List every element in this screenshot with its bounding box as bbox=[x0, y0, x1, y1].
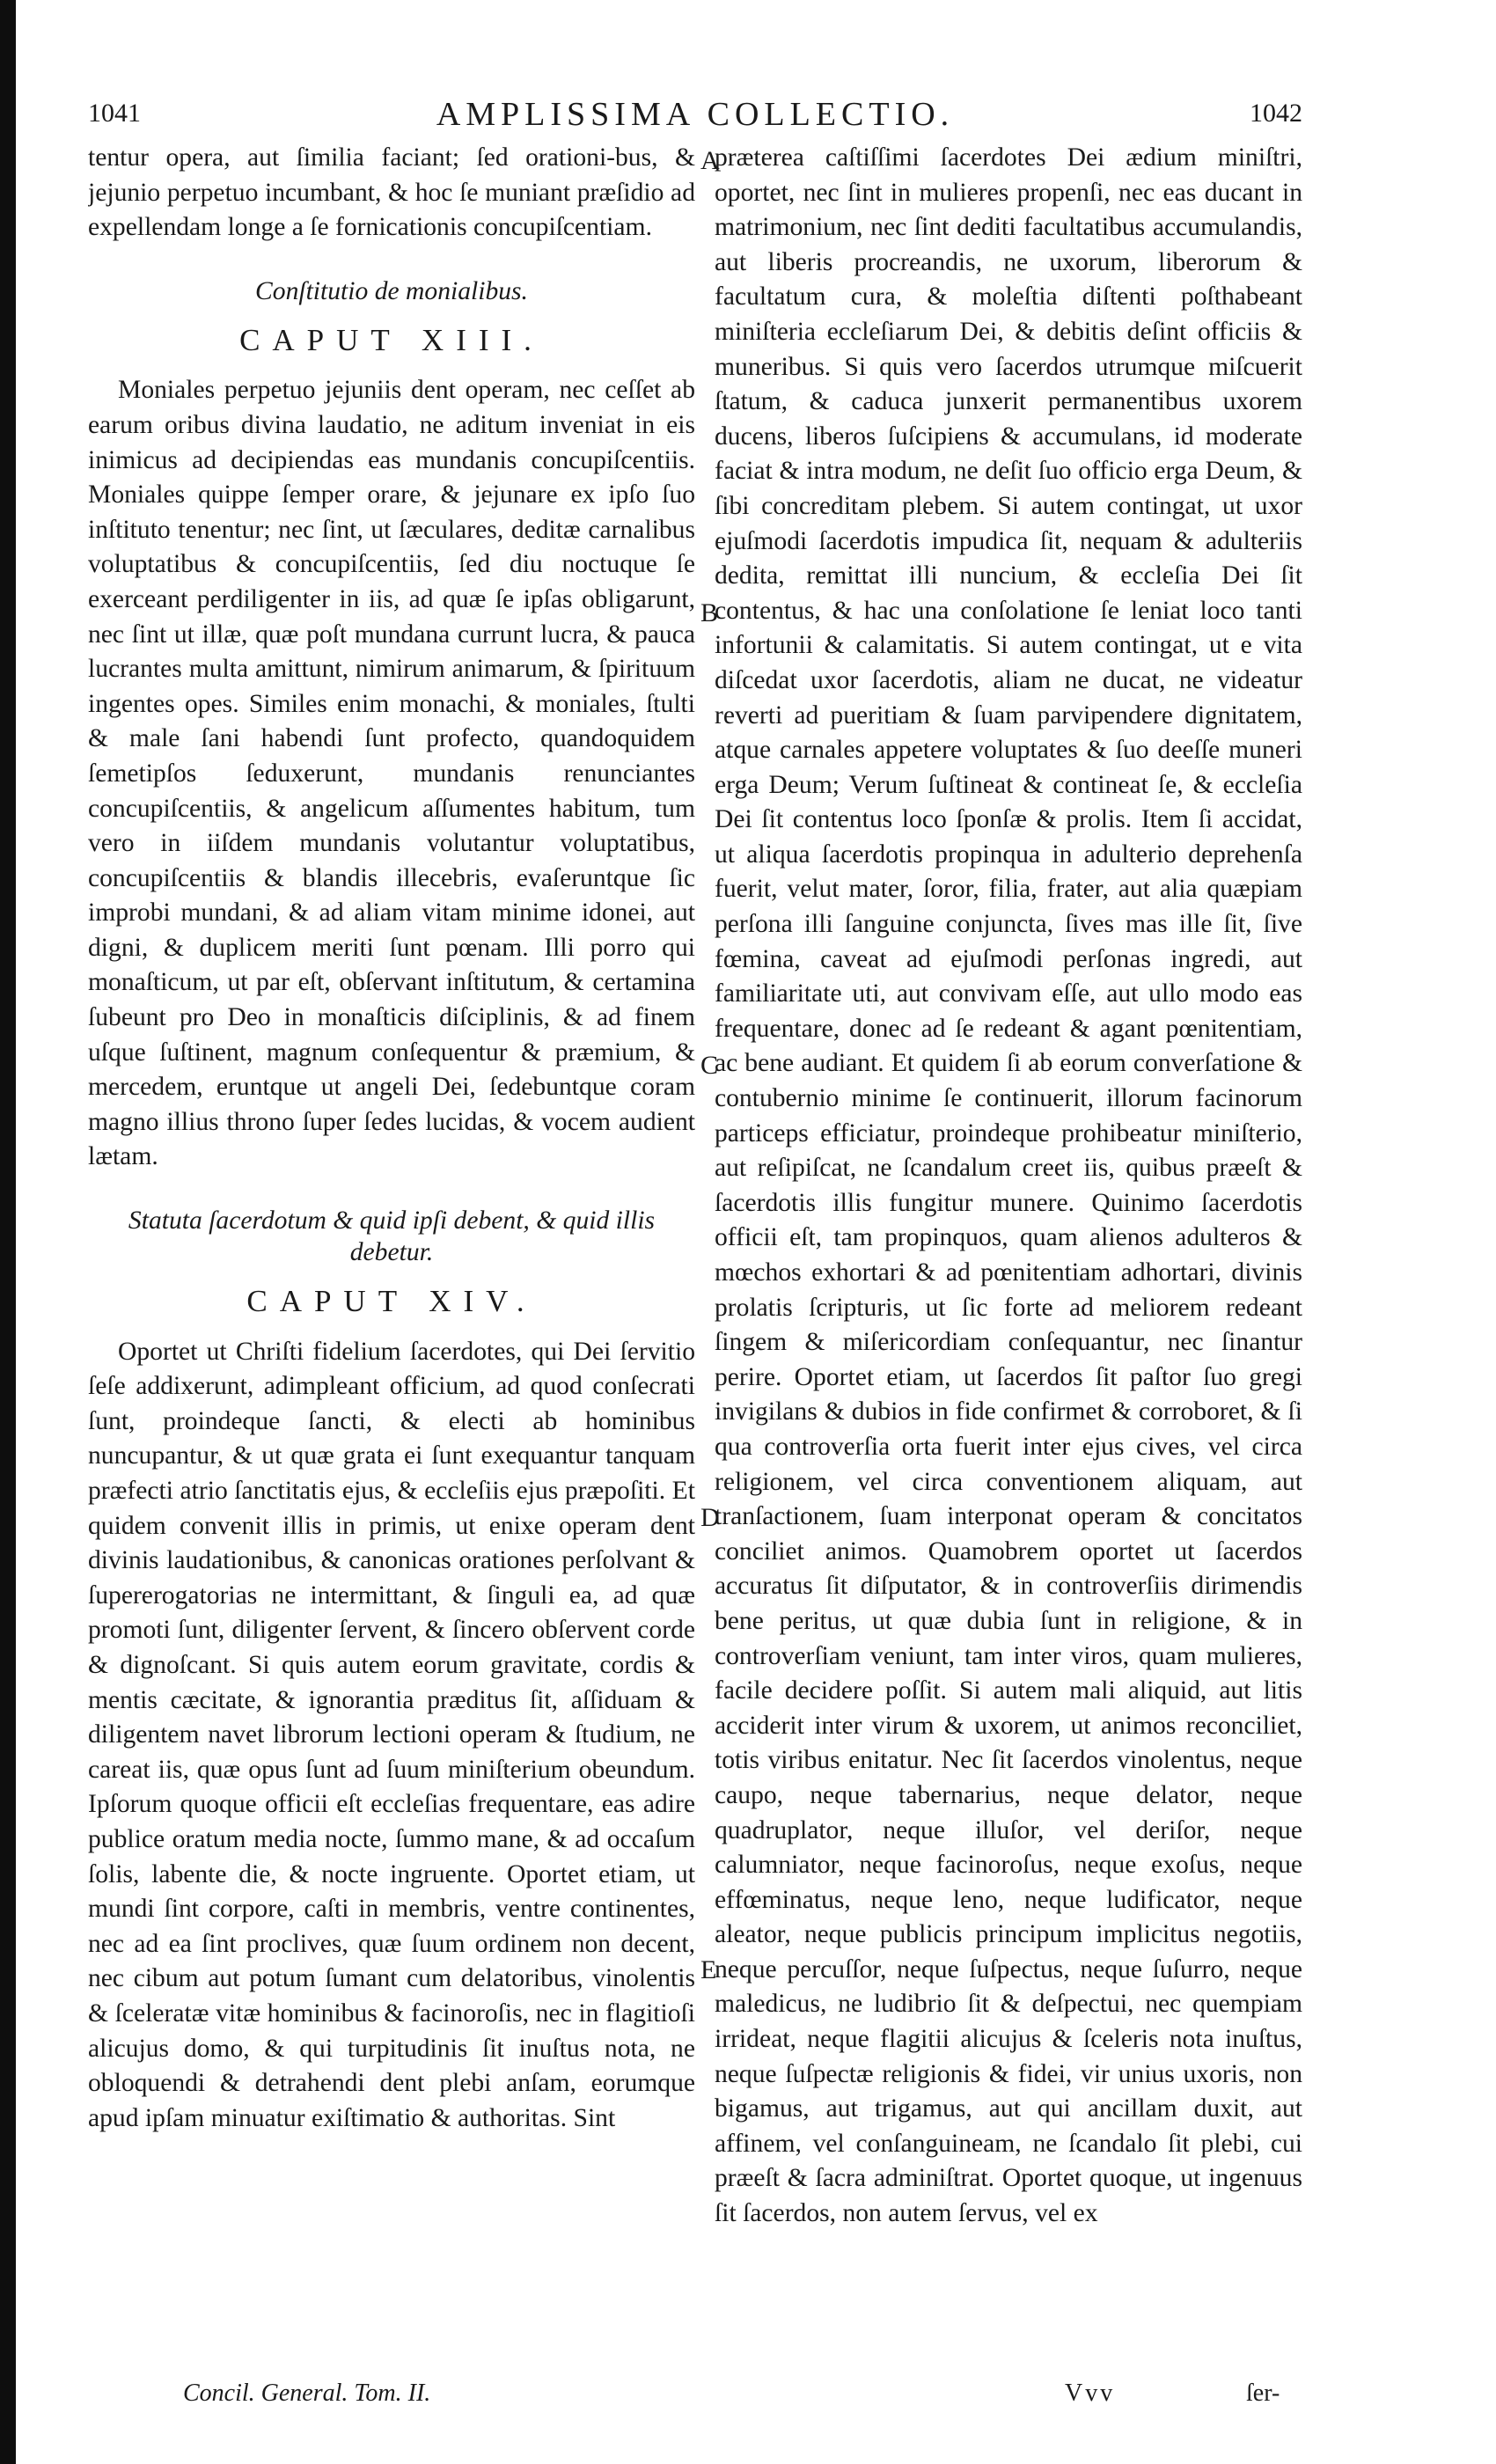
right-column bbox=[715, 141, 1302, 2376]
footer-source: Concil. General. Tom. II. bbox=[183, 2380, 431, 2407]
page-number-right: 1042 bbox=[1250, 99, 1302, 128]
footer-signature: Vvv bbox=[1065, 2380, 1116, 2407]
page-number-left: 1041 bbox=[88, 99, 141, 128]
left-column bbox=[88, 141, 695, 2376]
caput-xiii-text: Moniales perpetuo jejuniis dent operam, nec ceſſet ab earum oribus divina laudatio, ne aditum inveniat in eis inimicus ad decipiendas eas mundanis concupiſcentiis. Moniales quippe ſemper orare, & jejunare ex ipſo ſuo inſtituto tenentur; nec ſint, ut ſæculares, deditæ carnalibus voluptatibus & concupiſcentiis, ſed diu noctuque ſe exerceant perdiligenter in iis, ad quæ ſe ipſas obligarunt, nec ſint ut illæ, quæ poſt mundana currunt lucra, & pauca lucrantes multa amittunt, nimirum animarum, & ſpirituum ingentes opes. Similes enim monachi, & moniales, ſtulti & male ſani habendi ſunt profecto, quandoquidem ſemetipſos ſeduxerunt, mundanis renunciantes concupiſcentiis, & angelicum aſſumentes habitum, tum vero in iiſdem mundanis volutantur voluptatibus, concupiſcentiis & blandis illecebris, evaſeruntque ſic improbi mundani, & ad aliam vitam minime idonei, aut digni, & duplicem meriti ſunt pœnam. Illi porro qui monaſticum, ut par eſt, obſervant inſtitutum, & certamina ſubeunt pro Deo in monaſticis diſciplinis, & ad finem uſque ſuſtinent, magnum conſequentur & præmium, & mercedem, eruntque ut angeli Dei, ſedebuntque coram magno illius throno ſuper ſedes lucidas, & vocem audient lætam. bbox=[88, 376, 695, 1171]
caput-xiii-heading: CAPUT XIII. bbox=[239, 322, 544, 357]
opening-paragraph: tentur opera, aut ſimilia faciant; ſed orationi-bus, & jejunio perpetuo incumbant, & hoc ſe muniant præſidio ad expellendam longe a ſe fornicationis concupiſcentiam. bbox=[88, 143, 695, 242]
margin-marker-c: C bbox=[700, 1051, 719, 1080]
right-column-text: præterea caſtiſſimi ſacerdotes Dei ædium miniſtri, oportet, nec ſint in mulieres propenſi, nec eas ducant in matrimonium, nec ſint dediti facultatibus accumulandis, aut liberis procreandis, ne uxorum, liberorum & facultatum cura, & moleſtia diſtenti poſthabeant miniſteria eccleſiarum Dei, & debitis deſint officiis & muneribus. Si quis vero ſacerdos utrumque miſcuerit ſtatum, & caduca junxerit permanentibus uxorem ducens, liberos ſuſcipiens & accumulans, id moderate faciat & intra modum, ne deſit ſuo officio erga Deum, & ſibi concreditam plebem. Si autem contingat, ut uxor ejuſmodi ſacerdotis impudica ſit, nequam & adulteriis dedita, remittat illi nuncium, & eccleſia Dei ſit contentus, & hac una conſolatione ſe leniat loco tanti infortunii & calamitatis. Si autem contingat, ut e vita diſcedat uxor ſacerdotis, aliam ne ducat, ne videatur reverti ad pueritiam & ſuam parvipendere dignitatem, atque carnales appetere voluptates & ſuo deeſſe muneri erga Deum; Verum ſuſtineat & contineat ſe, & eccleſia Dei ſit contentus loco ſponſæ & prolis. Item ſi accidat, ut aliqua ſacerdotis propinqua in adulterio deprehenſa fuerit, velut mater, ſoror, filia, frater, aut alia quæpiam perſona illi ſanguine conjuncta, ſives mas ille ſit, ſive fœmina, caveat ad ejuſmodi perſonas ingredi, aut familiaritate uti, aut convivam eſſe, aut ullo modo eas frequentare, donec ad ſe redeant & agant pœnitentiam, ac bene audiant. Et quidem ſi ab eorum converſatione & contubernio minime ſe continuerit, illorum facinorum particeps efficiatur, proindeque prohibeatur miniſterio, aut reſipiſcat, ne ſcandalum creet iis, quibus præeſt & ſacerdotis illis fungitur munere. Quinimo ſacerdotis officii eſt, tam propinquos, quam alienos adulteros & mœchos exhortari & ad pœnitentiam adhortari, divinis prolatis ſcripturis, ut ſic forte ad meliorem redeant ſingem & miſericordiam conſequantur, nec ſinantur perire. Oportet etiam, ut ſacerdos ſit paſtor ſuo gregi invigilans & dubios in fide confirmet & corroboret, & ſi qua controverſia orta fuerit inter ejus cives, vel circa religionem, vel circa conventionem aliquam, aut tranſactionem, ſuam interponat operam & concitatos conciliet animos. Quamobrem oportet ut ſacerdos accuratus ſit diſputator, & in controverſiis dirimendis bene peritus, ut quæ dubia ſunt in religione, & in controverſiam veniunt, tam inter viros, quam mulieres, facile decidere poſſit. Si autem mali aliquid, aut litis acciderit inter virum & uxorem, ut animos reconciliet, totis viribus enitatur. Nec ſit ſacerdos vinolentus, neque caupo, neque tabernarius, neque delator, neque quadruplator, neque illuſor, vel deriſor, neque calumniator, neque facinoroſus, neque exoſus, neque effœminatus, neque leno, neque ludificator, neque aleator, neque publicis principum implicitus negotiis, neque percuſſor, neque ſuſpectus, neque ſuſurro, neque maledicus, ne ludibrio ſit & deſpectui, nec quempiam irrideat, neque flagitii alicujus & ſceleris nota inuſtus, neque ſuſpectæ religionis & fidei, vir unius uxoris, non bigamus, aut trigamus, aut qui ancillam duxit, aut affinem, vel conſanguineam, ne ſcandalo ſit plebi, cui præeſt & ſacra adminiſtrat. Oportet quoque, ut ingenuus ſit ſacerdos, non autem ſervus, vel ex bbox=[715, 143, 1302, 2228]
margin-marker-a: A bbox=[700, 146, 720, 175]
margin-marker-e: E bbox=[700, 1955, 717, 1984]
page-header bbox=[88, 96, 1302, 137]
caput-xiv-text: Oportet ut Chriſti fidelium ſacerdotes, qui Dei ſervitio ſeſe addixerunt, adimpleant officium, ad quod conſecrati ſunt, proindeque ſancti, & electi ab hominibus nuncupantur, & ut quæ grata ei ſunt exequantur tanquam præfecti atrio ſanctitatis ejus, & eccleſiis ejus præpoſiti. Et quidem convenit illis in primis, ut enixe operam dent divinis laudationibus, & canonicas orationes perſolvant & ſupererogatorias ne intermittant, & ſinguli ea, ad quæ promoti ſunt, diligenter ſervent, & ſincero obſervent corde & dignoſcant. Si quis autem eorum gravitate, cordis & mentis cæcitate, & ignorantia præditus ſit, aſſiduam & diligentem navet librorum lectioni operam & ſtudium, ne careat iis, quæ opus ſunt ad ſuum miniſterium obeundum. Ipſorum quoque officii eſt eccleſias frequentare, eas adire publice oratum media nocte, ſummo mane, & ad occaſum ſolis, labente die, & nocte ingruente. Oportet etiam, ut mundi ſint corpore, caſti in membris, ventre continentes, nec ad ea ſint proclives, quæ ſuum ordinem non decent, nec cibum aut potum ſumant cum delatoribus, vinolentis & ſceleratæ vitæ hominibus & facinoroſis, nec in flagitioſi alicujus domo, & qui turpitudinis ſit inuſtus nota, ne obloquendi & detrahendi dent plebi anſam, eorumque apud ipſam minuatur exiſtimatio & authoritas. Sint bbox=[88, 1337, 695, 2132]
section-title-sacerdotum: Statuta ſacerdotum & quid ipſi debent, & quid illis debetur. bbox=[128, 1206, 656, 1267]
footer-catchword: ſer- bbox=[1246, 2380, 1280, 2407]
running-title: AMPLISSIMA COLLECTIO. bbox=[436, 96, 955, 133]
margin-marker-d: D bbox=[700, 1503, 720, 1532]
binding-gutter bbox=[0, 0, 16, 2464]
margin-marker-b: B bbox=[700, 598, 719, 627]
section-title-monialibus: Conſtitutio de monialibus. bbox=[255, 276, 528, 305]
caput-xiv-heading: CAPUT XIV. bbox=[246, 1284, 537, 1319]
